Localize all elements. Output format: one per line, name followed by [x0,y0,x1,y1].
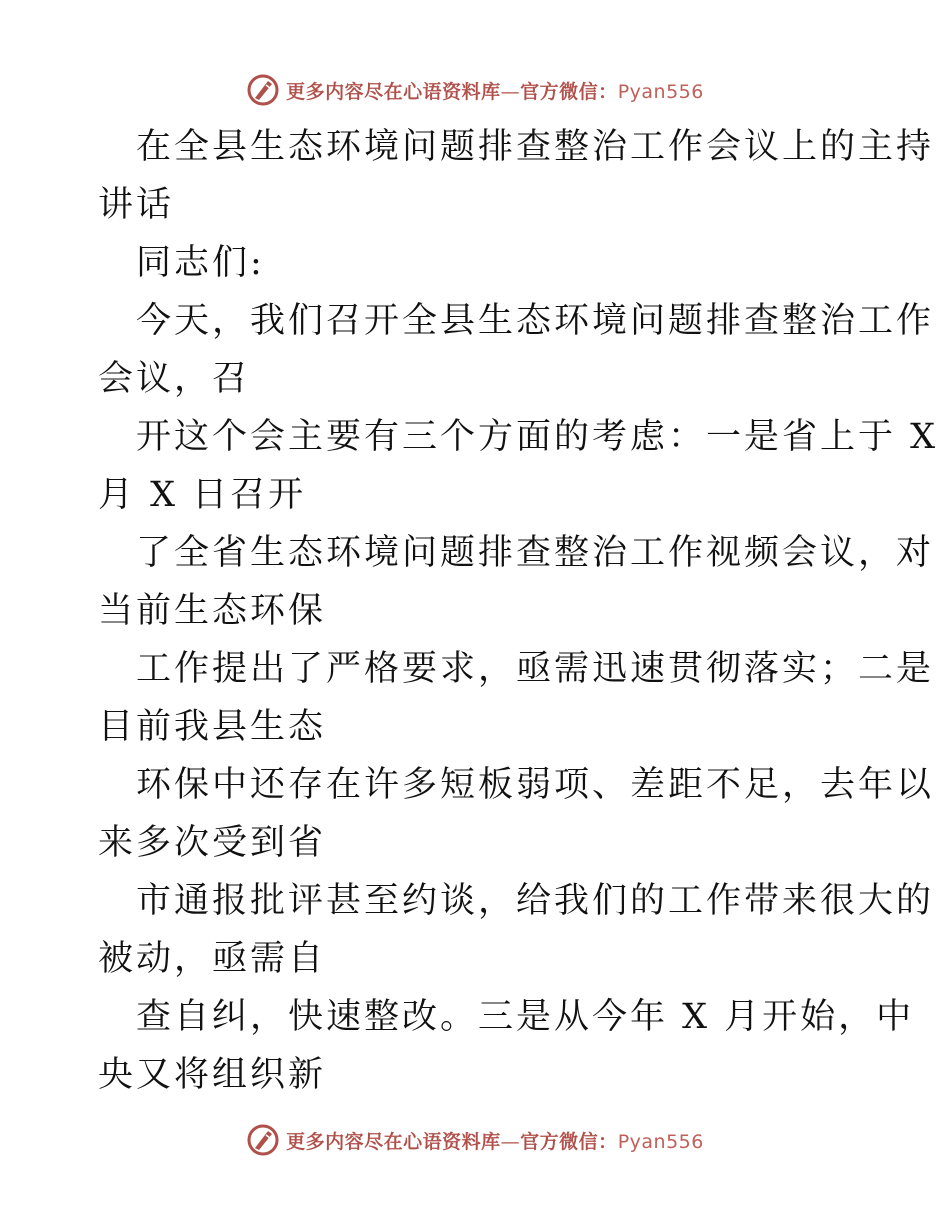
quill-pen-circle-icon [246,73,280,107]
header-banner [0,70,950,110]
banner-main-text: 更多内容尽在心语资料库 [286,80,501,103]
text-line: 会议，召 [98,359,251,399]
text-line: 同志们: [136,243,265,283]
text-line: 被动，亟需自 [98,939,327,979]
text-line: 市通报批评甚至约谈，给我们的工作带来很大的 [136,881,935,921]
text-line: 来多次受到省 [98,823,327,863]
text-line: 月 X 日召开 [98,475,307,515]
banner-main-text: 更多内容尽在心语资料库 [286,1130,501,1153]
document-body [98,118,939,1104]
banner-wechat-id: Pyan556 [617,1130,704,1153]
text-line: 当前生态环保 [98,591,327,631]
banner-dash: — [500,80,521,103]
banner-wechat-id: Pyan556 [617,80,704,103]
text-line: 目前我县生态 [98,707,327,747]
banner-wechat-label: 官方微信： [520,80,618,103]
text-line: 了全省生态环境问题排查整治工作视频会议，对 [136,533,935,573]
text-line: 今天，我们召开全县生态环境问题排查整治工作 [136,301,935,341]
text-line: 央又将组织新 [98,1055,327,1095]
text-line: 工作提出了严格要求，亟需迅速贯彻落实；二是 [136,649,935,689]
banner-dash: — [500,1130,521,1153]
text-line: 开这个会主要有三个方面的考虑：一是省上于 X [136,417,939,457]
text-line: 查自纠，快速整改。三是从今年 X 月开始，中 [136,997,915,1037]
banner-wechat-label: 官方微信： [520,1130,618,1153]
text-line: 讲话 [98,185,175,225]
quill-pen-circle-icon [246,1123,280,1157]
text-line: 环保中还存在许多短板弱项、差距不足，去年以 [136,765,935,805]
text-line: 在全县生态环境问题排查整治工作会议上的主持 [136,127,935,167]
footer-banner [0,1120,950,1160]
banner-text [286,1127,704,1154]
banner-text [286,77,704,104]
